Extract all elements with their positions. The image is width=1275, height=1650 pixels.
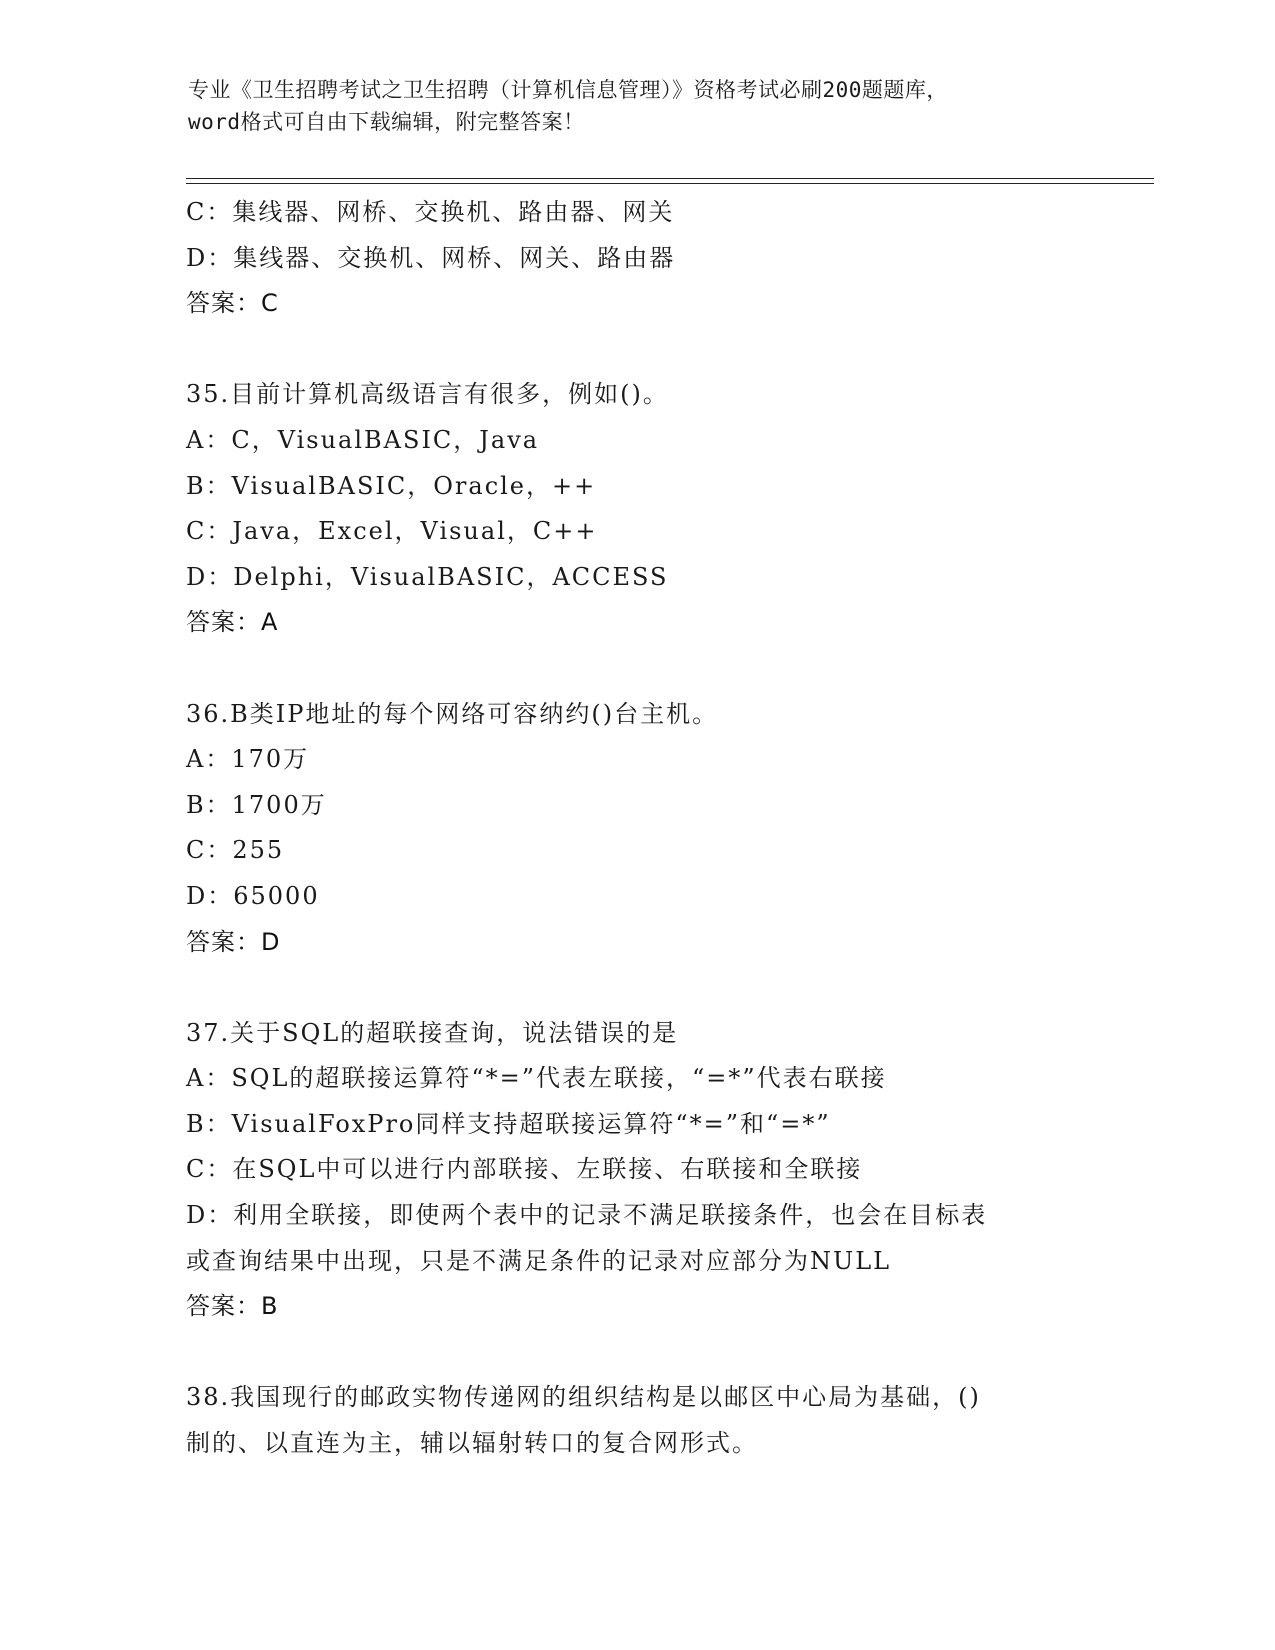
answer: 答案：D bbox=[186, 927, 281, 956]
header-rule-top bbox=[186, 178, 1154, 179]
spacer bbox=[186, 646, 1086, 692]
question-stem: 36.B类IP地址的每个网络可容纳约()台主机。 bbox=[186, 699, 719, 728]
option-c: C：集线器、网桥、交换机、路由器、网关 bbox=[186, 198, 675, 226]
answer: 答案：B bbox=[186, 1292, 279, 1321]
option-a: A：C，VisualBASIC，Java bbox=[186, 425, 540, 454]
question-list bbox=[186, 190, 1086, 1467]
option-d: D：集线器、交换机、网桥、网关、路由器 bbox=[186, 243, 676, 272]
spacer bbox=[186, 965, 1086, 1011]
document-header bbox=[188, 74, 1088, 138]
question-37 bbox=[186, 1011, 1086, 1330]
spacer bbox=[186, 327, 1086, 373]
header-rule-bottom bbox=[186, 183, 1154, 184]
question-stem-continued: 制的、以直连为主，辅以辐射转口的复合网形式。 bbox=[186, 1429, 758, 1458]
option-b: B：1700万 bbox=[186, 790, 327, 819]
spacer bbox=[186, 1330, 1086, 1376]
question-36 bbox=[186, 692, 1086, 966]
option-b: B：VisualBASIC，Oracle，++ bbox=[186, 471, 597, 500]
option-b: B：VisualFoxPro同样支持超联接运算符“*=”和“=*” bbox=[186, 1109, 831, 1138]
question-stem: 35.目前计算机高级语言有很多，例如()。 bbox=[186, 380, 669, 409]
option-d-continued: 或查询结果中出现，只是不满足条件的记录对应部分为NULL bbox=[186, 1246, 892, 1275]
option-a: A：170万 bbox=[186, 745, 310, 774]
question-stem: 38.我国现行的邮政实物传递网的组织结构是以邮区中心局为基础，() bbox=[186, 1383, 981, 1412]
question-34 bbox=[186, 190, 1086, 327]
option-c: C：Java，Excel，Visual，C++ bbox=[186, 517, 598, 546]
option-a: A：SQL的超联接运算符“*=”代表左联接，“=*”代表右联接 bbox=[186, 1064, 887, 1093]
option-c: C：255 bbox=[186, 836, 285, 865]
answer: 答案：C bbox=[186, 289, 279, 318]
question-35 bbox=[186, 372, 1086, 646]
option-c: C：在SQL中可以进行内部联接、左联接、右联接和全联接 bbox=[186, 1155, 863, 1184]
question-38 bbox=[186, 1375, 1086, 1466]
header-line-1: 专业《卫生招聘考试之卫生招聘（计算机信息管理）》资格考试必刷200题题库， bbox=[188, 78, 948, 102]
answer: 答案：A bbox=[186, 608, 279, 637]
option-d: D：Delphi，VisualBASIC，ACCESS bbox=[186, 562, 669, 591]
header-line-2: word格式可自由下载编辑，附完整答案！ bbox=[188, 110, 585, 134]
option-d: D：利用全联接，即使两个表中的记录不满足联接条件，也会在目标表 bbox=[186, 1201, 988, 1230]
question-stem: 37.关于SQL的超联接查询，说法错误的是 bbox=[186, 1018, 679, 1047]
option-d: D：65000 bbox=[186, 881, 320, 910]
